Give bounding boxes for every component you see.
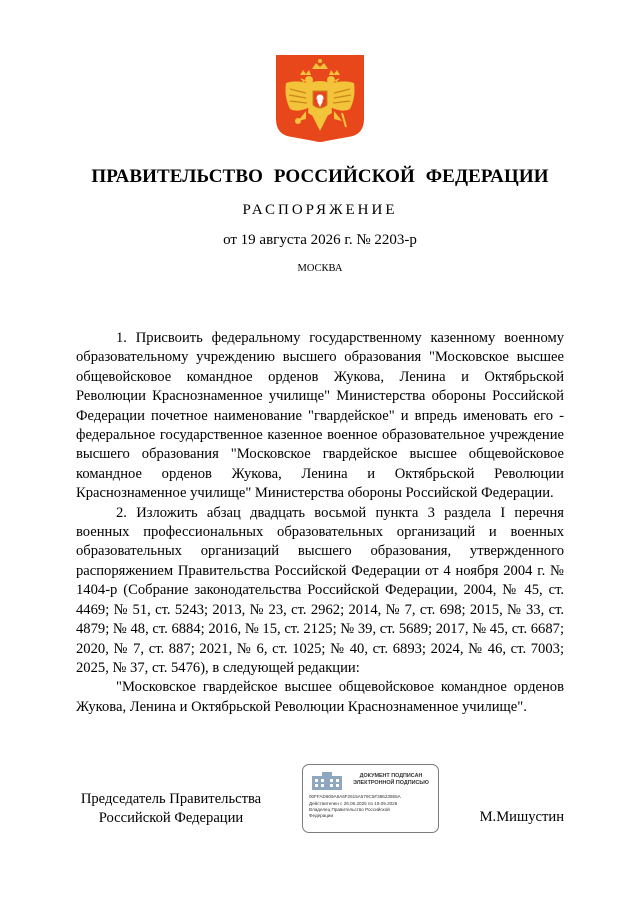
coat-of-arms-icon	[276, 55, 364, 143]
stamp-title-line2: ЭЛЕКТРОННОЙ ПОДПИСЬЮ	[353, 779, 429, 786]
paragraph-2: 2. Изложить абзац двадцать восьмой пункта 3 раздела I перечня военных профессиональных образовательных организаций и военных образовательных организаций высшего образования, утвержденного распоряжением Правительства Российской Федерации от 4 ноября 2004 г. № 1404-р (Собрание законодательства Российской Федерации, 2004, № 45, ст. 4469; № 51, ст. 5243; 2013, № 23, ст. 2962; 2014, № 7, ст. 698; 2015, № 33, ст. 4879; № 48, ст. 6884; 2016, № 15, ст. 2125; № 39, ст. 5689; 2017, № 45, ст. 6687; 2020, № 7, ст. 887; 2021, № 6, ст. 1025; № 40, ст. 6893; 2024, № 46, ст. 7003; 2025, № 37, ст. 5476), в следующей редакции:	[76, 504, 564, 676]
stamp-validity: Действителен с 26.06.2025 по 19.09.2026	[309, 801, 398, 806]
signer-position	[76, 790, 266, 828]
document-date-number: от 19 августа 2026 г. № 2203-р	[223, 232, 417, 248]
paragraph-1: 1. Присвоить федеральному государственному казенному военному образовательному учреждению высшего образования "Московское высшее общевойсковое командное орденов Жукова, Ленина и Октябрьской Революции Краснознаменное училище" Министерства обороны Российской Федерации почетное наименование "гвардейское" и впредь именовать его - федеральное государственное казенное военное образовательное учреждение высшего образования "Московское гвардейское высшее общевойсковое командное орденов Жукова, Ленина и Октябрьской Революции Краснознаменное училище" Министерства обороны Российской Федерации.	[76, 330, 564, 502]
signer-position-line1: Председатель Правительства	[80, 791, 262, 807]
electronic-signature-stamp	[302, 764, 439, 833]
stamp-owner-line1: Владелец Правительство Российской	[309, 807, 390, 812]
document-type: РАСПОРЯЖЕНИЕ	[242, 202, 398, 218]
paragraph-3: "Московское гвардейское высшее общевойсковое командное орденов Жукова, Ленина и Октябрьской Революции Краснознаменное училище".	[76, 679, 564, 715]
stamp-certificate: 00FFAD609A6A6F2615A578C5F38623865A	[309, 794, 401, 799]
government-building-icon	[312, 772, 342, 790]
authority-title: ПРАВИТЕЛЬСТВО РОССИЙСКОЙ ФЕДЕРАЦИИ	[91, 166, 549, 187]
document-city: МОСКВА	[297, 263, 343, 274]
document-body	[76, 329, 564, 717]
signer-position-line2: Российской Федерации	[98, 810, 244, 826]
signer-name: М.Мишустин	[479, 809, 564, 825]
stamp-owner-line2: Федерации	[309, 813, 334, 818]
stamp-title-line1: ДОКУМЕНТ ПОДПИСАН	[359, 773, 423, 779]
stamp-title	[347, 773, 435, 786]
